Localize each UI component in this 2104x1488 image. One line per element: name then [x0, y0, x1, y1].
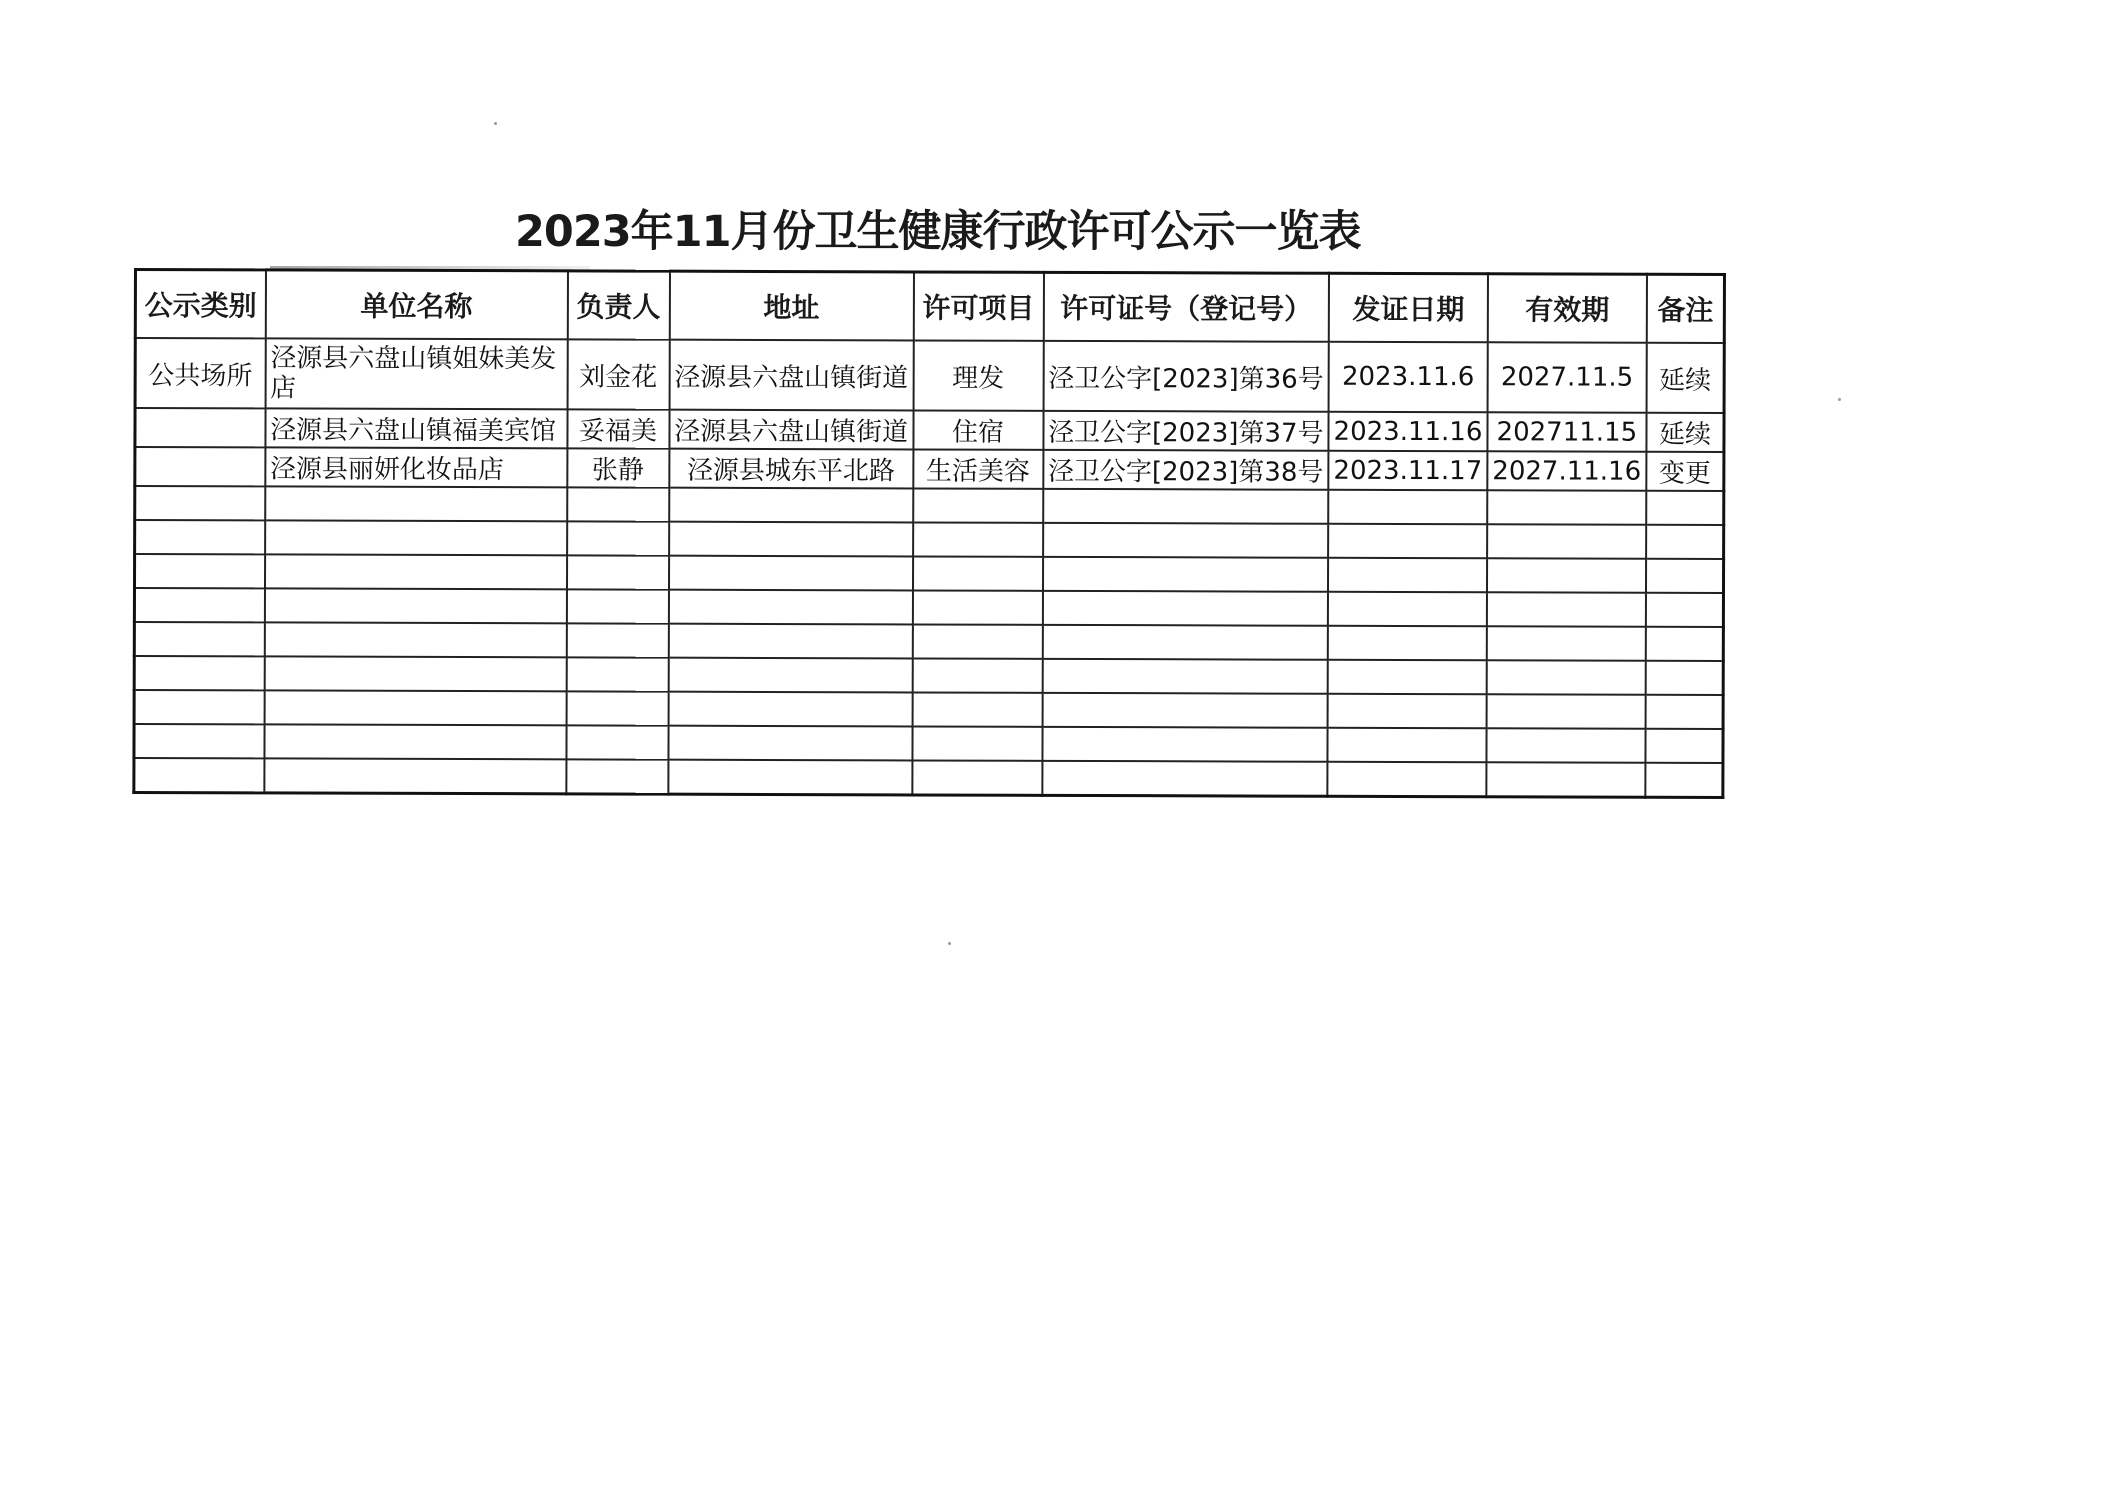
- empty-cell: [134, 656, 264, 690]
- empty-cell: [1486, 762, 1645, 797]
- empty-cell: [913, 522, 1043, 556]
- cell-valid-until: 2027.11.16: [1487, 451, 1646, 490]
- cell-address: 泾源县六盘山镇街道: [669, 340, 913, 411]
- empty-cell: [264, 758, 566, 793]
- empty-cell: [134, 588, 264, 622]
- cell-permit-number: 泾卫公字[2023]第37号: [1043, 411, 1329, 451]
- cell-valid-until: 2027.11.5: [1487, 342, 1646, 412]
- permit-table: [132, 268, 1726, 799]
- empty-cell: [134, 758, 264, 793]
- empty-table-row: [135, 520, 1724, 559]
- column-header-unit-name: 单位名称: [265, 270, 567, 339]
- empty-cell: [1645, 695, 1723, 729]
- empty-cell: [912, 624, 1042, 658]
- empty-cell: [134, 554, 264, 588]
- column-header-remarks: 备注: [1647, 274, 1725, 343]
- cell-issue-date: 2023.11.6: [1329, 342, 1488, 412]
- empty-cell: [1328, 728, 1487, 762]
- column-header-category: 公示类别: [135, 270, 265, 339]
- empty-cell: [265, 486, 567, 521]
- empty-cell: [1328, 558, 1487, 592]
- table-row: [135, 447, 1724, 491]
- empty-cell: [912, 590, 1042, 624]
- cell-person-in-charge: 张静: [567, 448, 669, 487]
- empty-cell: [668, 760, 912, 795]
- empty-cell: [1328, 524, 1487, 558]
- scan-dot: [948, 942, 951, 945]
- empty-cell: [668, 556, 912, 591]
- empty-cell: [264, 622, 566, 657]
- cell-issue-date: 2023.11.17: [1328, 451, 1487, 490]
- empty-cell: [1043, 489, 1329, 524]
- empty-table-row: [135, 486, 1724, 525]
- cell-unit-name: 泾源县六盘山镇姐妹美发店: [265, 338, 567, 409]
- cell-permit-item: 住宿: [913, 410, 1043, 449]
- empty-table-row: [134, 758, 1723, 797]
- page-title: 2023年11月份卫生健康行政许可公示一览表: [515, 207, 1361, 257]
- empty-cell: [135, 520, 265, 554]
- empty-cell: [1042, 761, 1328, 796]
- empty-cell: [1487, 592, 1646, 626]
- empty-cell: [1487, 660, 1646, 694]
- empty-cell: [1646, 559, 1724, 593]
- cell-remarks: 变更: [1646, 452, 1724, 491]
- empty-cell: [265, 520, 567, 555]
- empty-table-row: [134, 690, 1723, 729]
- empty-table-row: [134, 656, 1723, 695]
- empty-cell: [1328, 626, 1487, 660]
- empty-cell: [566, 657, 668, 691]
- cell-valid-until: 202711.15: [1487, 412, 1646, 451]
- empty-cell: [1486, 694, 1645, 728]
- column-header-address: 地址: [669, 271, 913, 340]
- empty-cell: [1486, 728, 1645, 762]
- empty-cell: [912, 760, 1042, 795]
- cell-unit-name: 泾源县六盘山镇福美宾馆: [265, 408, 567, 448]
- empty-cell: [134, 622, 264, 656]
- empty-cell: [566, 725, 668, 759]
- empty-cell: [1042, 727, 1328, 762]
- cell-category: 公共场所: [135, 338, 265, 408]
- cell-person-in-charge: 刘金花: [567, 339, 669, 409]
- empty-cell: [566, 555, 668, 589]
- empty-cell: [668, 658, 912, 693]
- cell-permit-number: 泾卫公字[2023]第36号: [1043, 341, 1329, 412]
- empty-cell: [1328, 660, 1487, 694]
- cell-permit-number: 泾卫公字[2023]第38号: [1043, 450, 1329, 490]
- empty-cell: [1645, 763, 1723, 798]
- empty-cell: [566, 759, 668, 794]
- column-header-person-in-charge: 负责人: [567, 271, 669, 340]
- empty-cell: [1043, 557, 1329, 592]
- empty-cell: [264, 588, 566, 623]
- column-header-permit-number: 许可证号（登记号）: [1043, 272, 1329, 341]
- column-header-permit-item: 许可项目: [913, 272, 1043, 341]
- table-header-row: [135, 270, 1725, 343]
- empty-cell: [567, 521, 669, 555]
- empty-cell: [566, 589, 668, 623]
- cell-unit-name: 泾源县丽妍化妆品店: [265, 447, 567, 487]
- empty-cell: [668, 624, 912, 659]
- empty-cell: [912, 658, 1042, 692]
- empty-cell: [1042, 625, 1328, 660]
- cell-remarks: 延续: [1646, 413, 1724, 452]
- cell-remarks: 延续: [1646, 343, 1724, 413]
- empty-table-row: [134, 554, 1723, 593]
- cell-permit-item: 理发: [913, 340, 1043, 410]
- empty-cell: [567, 487, 669, 521]
- empty-cell: [1646, 491, 1724, 525]
- empty-cell: [1042, 693, 1328, 728]
- empty-cell: [566, 623, 668, 657]
- cell-address: 泾源县城东平北路: [669, 449, 913, 489]
- empty-cell: [1646, 525, 1724, 559]
- empty-cell: [669, 522, 913, 557]
- cell-permit-item: 生活美容: [913, 449, 1043, 488]
- empty-cell: [1487, 558, 1646, 592]
- empty-cell: [1487, 490, 1646, 524]
- empty-cell: [1645, 729, 1723, 763]
- empty-cell: [1646, 627, 1724, 661]
- empty-cell: [668, 726, 912, 761]
- empty-cell: [1328, 694, 1487, 728]
- empty-cell: [1328, 592, 1487, 626]
- empty-cell: [1043, 523, 1329, 558]
- empty-cell: [264, 724, 566, 759]
- empty-cell: [669, 488, 913, 523]
- empty-cell: [1042, 659, 1328, 694]
- empty-cell: [668, 692, 912, 727]
- empty-cell: [134, 690, 264, 724]
- empty-cell: [1487, 626, 1646, 660]
- cell-category: [135, 447, 265, 486]
- empty-cell: [566, 691, 668, 725]
- empty-table-row: [134, 588, 1723, 627]
- empty-cell: [264, 690, 566, 725]
- empty-cell: [1646, 593, 1724, 627]
- cell-person-in-charge: 妥福美: [567, 409, 669, 448]
- cell-issue-date: 2023.11.16: [1328, 412, 1487, 451]
- cell-address: 泾源县六盘山镇街道: [669, 410, 913, 450]
- empty-cell: [1328, 490, 1487, 524]
- empty-table-row: [134, 622, 1723, 661]
- empty-cell: [1645, 661, 1723, 695]
- empty-cell: [135, 486, 265, 520]
- column-header-valid-until: 有效期: [1488, 274, 1647, 343]
- table-row: [135, 338, 1725, 413]
- table-row: [135, 408, 1724, 452]
- empty-cell: [913, 556, 1043, 590]
- empty-cell: [264, 656, 566, 691]
- empty-table-row: [134, 724, 1723, 763]
- scan-dot: [494, 122, 497, 125]
- column-header-issue-date: 发证日期: [1329, 273, 1488, 342]
- empty-cell: [1327, 762, 1486, 797]
- cell-category: [135, 408, 265, 447]
- empty-cell: [913, 488, 1043, 522]
- empty-cell: [912, 726, 1042, 760]
- empty-cell: [668, 590, 912, 625]
- empty-cell: [134, 724, 264, 758]
- empty-cell: [912, 692, 1042, 726]
- scan-dot: [1838, 398, 1841, 401]
- empty-rows-group: [134, 486, 1724, 797]
- empty-cell: [1487, 524, 1646, 558]
- empty-cell: [264, 554, 566, 589]
- empty-cell: [1042, 591, 1328, 626]
